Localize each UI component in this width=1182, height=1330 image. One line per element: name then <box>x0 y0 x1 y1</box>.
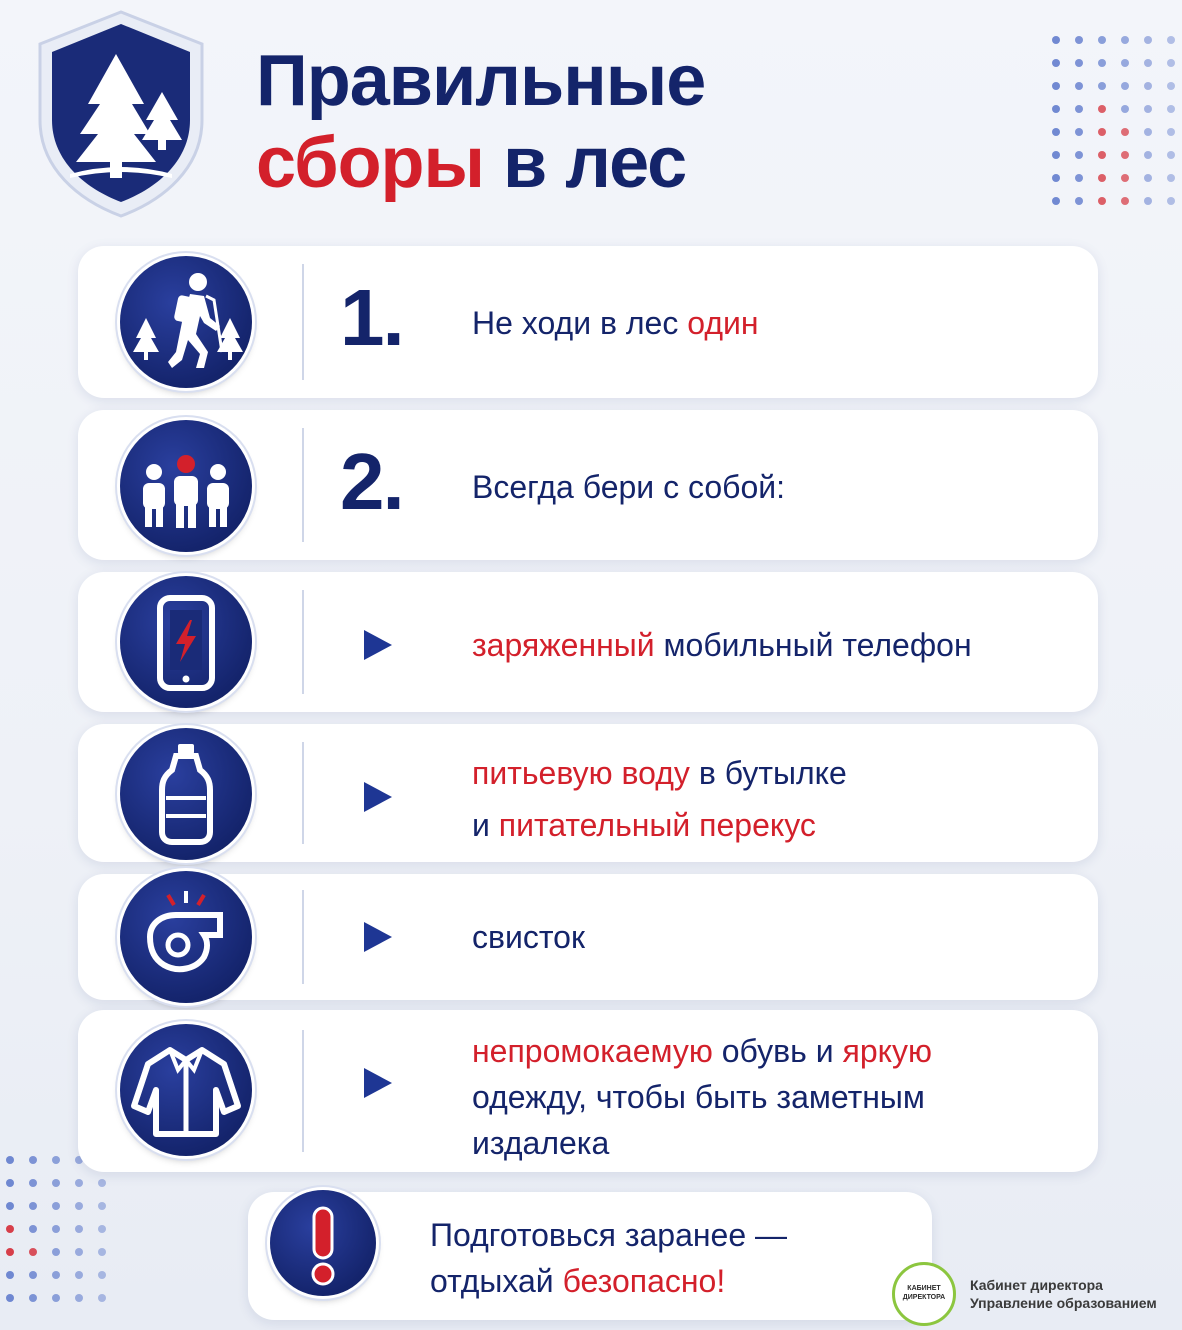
footer-line2-blue: отдыхай <box>430 1263 563 1299</box>
decorative-dot <box>29 1202 37 1210</box>
decorative-dot <box>1098 36 1106 44</box>
decorative-dot <box>6 1294 14 1302</box>
item-text-blue: в бутылке <box>689 755 847 791</box>
brand-logo-line2: ДИРЕКТОРА <box>902 1294 946 1301</box>
decorative-dot <box>1121 82 1129 90</box>
decorative-dot <box>1052 174 1060 182</box>
item-text <box>472 750 847 848</box>
decorative-dot <box>1167 36 1175 44</box>
decorative-dot <box>1144 151 1152 159</box>
decorative-dot <box>6 1156 14 1164</box>
decorative-dot <box>1167 105 1175 113</box>
card-divider <box>302 428 304 542</box>
title-red-word: сборы <box>256 123 485 203</box>
brand-name-line1: Кабинет директора <box>970 1277 1103 1293</box>
rule-card-1 <box>78 246 1098 398</box>
decorative-dot <box>1098 197 1106 205</box>
decorative-dot <box>1052 82 1060 90</box>
decorative-dot <box>29 1294 37 1302</box>
decorative-dot <box>52 1248 60 1256</box>
decorative-dot <box>1075 82 1083 90</box>
footer-line2-red: безопасно! <box>562 1263 726 1299</box>
item-text-blue: обувь и <box>712 1033 843 1069</box>
decorative-dot <box>1075 59 1083 67</box>
bullet-arrow-icon <box>364 630 392 660</box>
decorative-dot <box>1167 59 1175 67</box>
decorative-dot <box>1121 105 1129 113</box>
rule-text-blue: Не ходи в лес <box>472 305 688 341</box>
decorative-dot <box>6 1179 14 1187</box>
footer-note <box>248 1192 932 1320</box>
decorative-dot <box>29 1225 37 1233</box>
decorative-dot <box>1167 197 1175 205</box>
decorative-dot <box>1144 174 1152 182</box>
decorative-dot <box>6 1271 14 1279</box>
decorative-dot <box>1075 151 1083 159</box>
decorative-dot <box>1167 151 1175 159</box>
decorative-dot <box>52 1225 60 1233</box>
decorative-dot <box>1075 174 1083 182</box>
decorative-dot <box>1144 59 1152 67</box>
decorative-dot <box>1098 105 1106 113</box>
decorative-dot <box>98 1271 106 1279</box>
jacket-icon <box>120 1024 252 1156</box>
item-text-blue: издалека <box>472 1125 610 1161</box>
decorative-dot <box>1121 174 1129 182</box>
decorative-dot <box>1167 82 1175 90</box>
brand-name-line2: Управление образованием <box>970 1295 1157 1311</box>
decorative-dot <box>52 1179 60 1187</box>
item-card-phone <box>78 572 1098 712</box>
decorative-dot <box>1144 82 1152 90</box>
decorative-dot <box>1075 105 1083 113</box>
decorative-dot <box>98 1202 106 1210</box>
decorative-dot <box>1098 59 1106 67</box>
card-divider <box>302 264 304 380</box>
decorative-dot <box>98 1225 106 1233</box>
decorative-dot <box>98 1179 106 1187</box>
decorative-dot <box>98 1294 106 1302</box>
item-text-blue: и <box>472 807 499 843</box>
decorative-dot <box>52 1294 60 1302</box>
item-text-red: питьевую воду <box>472 755 690 791</box>
footer-text <box>430 1212 787 1304</box>
decorative-dot <box>1144 36 1152 44</box>
decorative-dot <box>1098 82 1106 90</box>
rule-number: 1. <box>340 273 403 362</box>
decorative-dot <box>6 1202 14 1210</box>
decorative-dot <box>29 1156 37 1164</box>
item-text-blue: одежду, чтобы быть заметным <box>472 1079 925 1115</box>
card-divider <box>302 742 304 844</box>
decorative-dot <box>52 1202 60 1210</box>
decorative-dot <box>75 1271 83 1279</box>
decorative-dot <box>75 1179 83 1187</box>
decorative-dot <box>1052 128 1060 136</box>
decorative-dot <box>98 1248 106 1256</box>
water-bottle-icon <box>120 728 252 860</box>
decorative-dot <box>1052 197 1060 205</box>
bullet-arrow-icon <box>364 922 392 952</box>
decorative-dot <box>52 1271 60 1279</box>
card-divider <box>302 1030 304 1152</box>
decorative-dots-top-right <box>1052 36 1182 206</box>
decorative-dot <box>52 1156 60 1164</box>
decorative-dot <box>1098 151 1106 159</box>
decorative-dot <box>75 1294 83 1302</box>
exclamation-icon <box>270 1190 376 1296</box>
item-card-clothes <box>78 1010 1098 1172</box>
brand-logo <box>892 1262 956 1326</box>
decorative-dot <box>1052 105 1060 113</box>
decorative-dot <box>1098 174 1106 182</box>
card-divider <box>302 890 304 984</box>
decorative-dot <box>1098 128 1106 136</box>
decorative-dot <box>1121 197 1129 205</box>
title-blue-words: в лес <box>503 123 687 203</box>
decorative-dot <box>1052 59 1060 67</box>
decorative-dot <box>75 1202 83 1210</box>
decorative-dot <box>1167 128 1175 136</box>
item-text <box>472 1028 932 1166</box>
page-title <box>256 40 705 204</box>
item-text-red: питательный перекус <box>498 807 816 843</box>
item-text-red: яркую <box>842 1033 932 1069</box>
brand-name <box>970 1276 1157 1312</box>
phone-charge-icon <box>120 576 252 708</box>
rule-text <box>472 300 759 346</box>
item-text-red: непромокаемую <box>472 1033 713 1069</box>
decorative-dot <box>1121 151 1129 159</box>
item-card-whistle <box>78 874 1098 1000</box>
decorative-dots-bottom-left <box>6 1156 126 1306</box>
brand-logo-line1: КАБИНЕТ <box>907 1285 941 1292</box>
decorative-dot <box>1121 59 1129 67</box>
forest-shield-icon <box>30 8 212 220</box>
decorative-dot <box>29 1179 37 1187</box>
decorative-dot <box>1167 174 1175 182</box>
bullet-arrow-icon <box>364 1068 392 1098</box>
decorative-dot <box>75 1248 83 1256</box>
item-text <box>472 622 972 668</box>
bullet-arrow-icon <box>364 782 392 812</box>
decorative-dot <box>29 1271 37 1279</box>
card-divider <box>302 590 304 694</box>
decorative-dot <box>1075 128 1083 136</box>
decorative-dot <box>1121 128 1129 136</box>
footer-line1: Подготовься заранее — <box>430 1217 788 1253</box>
item-card-water <box>78 724 1098 862</box>
whistle-icon <box>120 871 252 1003</box>
group-icon <box>120 420 252 552</box>
rule-text-red: один <box>687 305 759 341</box>
decorative-dot <box>1052 151 1060 159</box>
decorative-dot <box>1075 197 1083 205</box>
item-text-red: свисток <box>472 919 585 955</box>
hiker-icon <box>120 256 252 388</box>
decorative-dot <box>75 1225 83 1233</box>
decorative-dot <box>1144 197 1152 205</box>
decorative-dot <box>1052 36 1060 44</box>
decorative-dot <box>1121 36 1129 44</box>
rule-text: Всегда бери с собой: <box>472 469 785 505</box>
item-text-red: заряженный <box>472 627 655 663</box>
decorative-dot <box>6 1225 14 1233</box>
rule-card-2 <box>78 410 1098 560</box>
item-text-blue: мобильный телефон <box>654 627 972 663</box>
rule-number: 2. <box>340 437 403 526</box>
decorative-dot <box>6 1248 14 1256</box>
decorative-dot <box>29 1248 37 1256</box>
title-line1: Правильные <box>256 41 706 121</box>
decorative-dot <box>1144 105 1152 113</box>
decorative-dot <box>1144 128 1152 136</box>
decorative-dot <box>1075 36 1083 44</box>
